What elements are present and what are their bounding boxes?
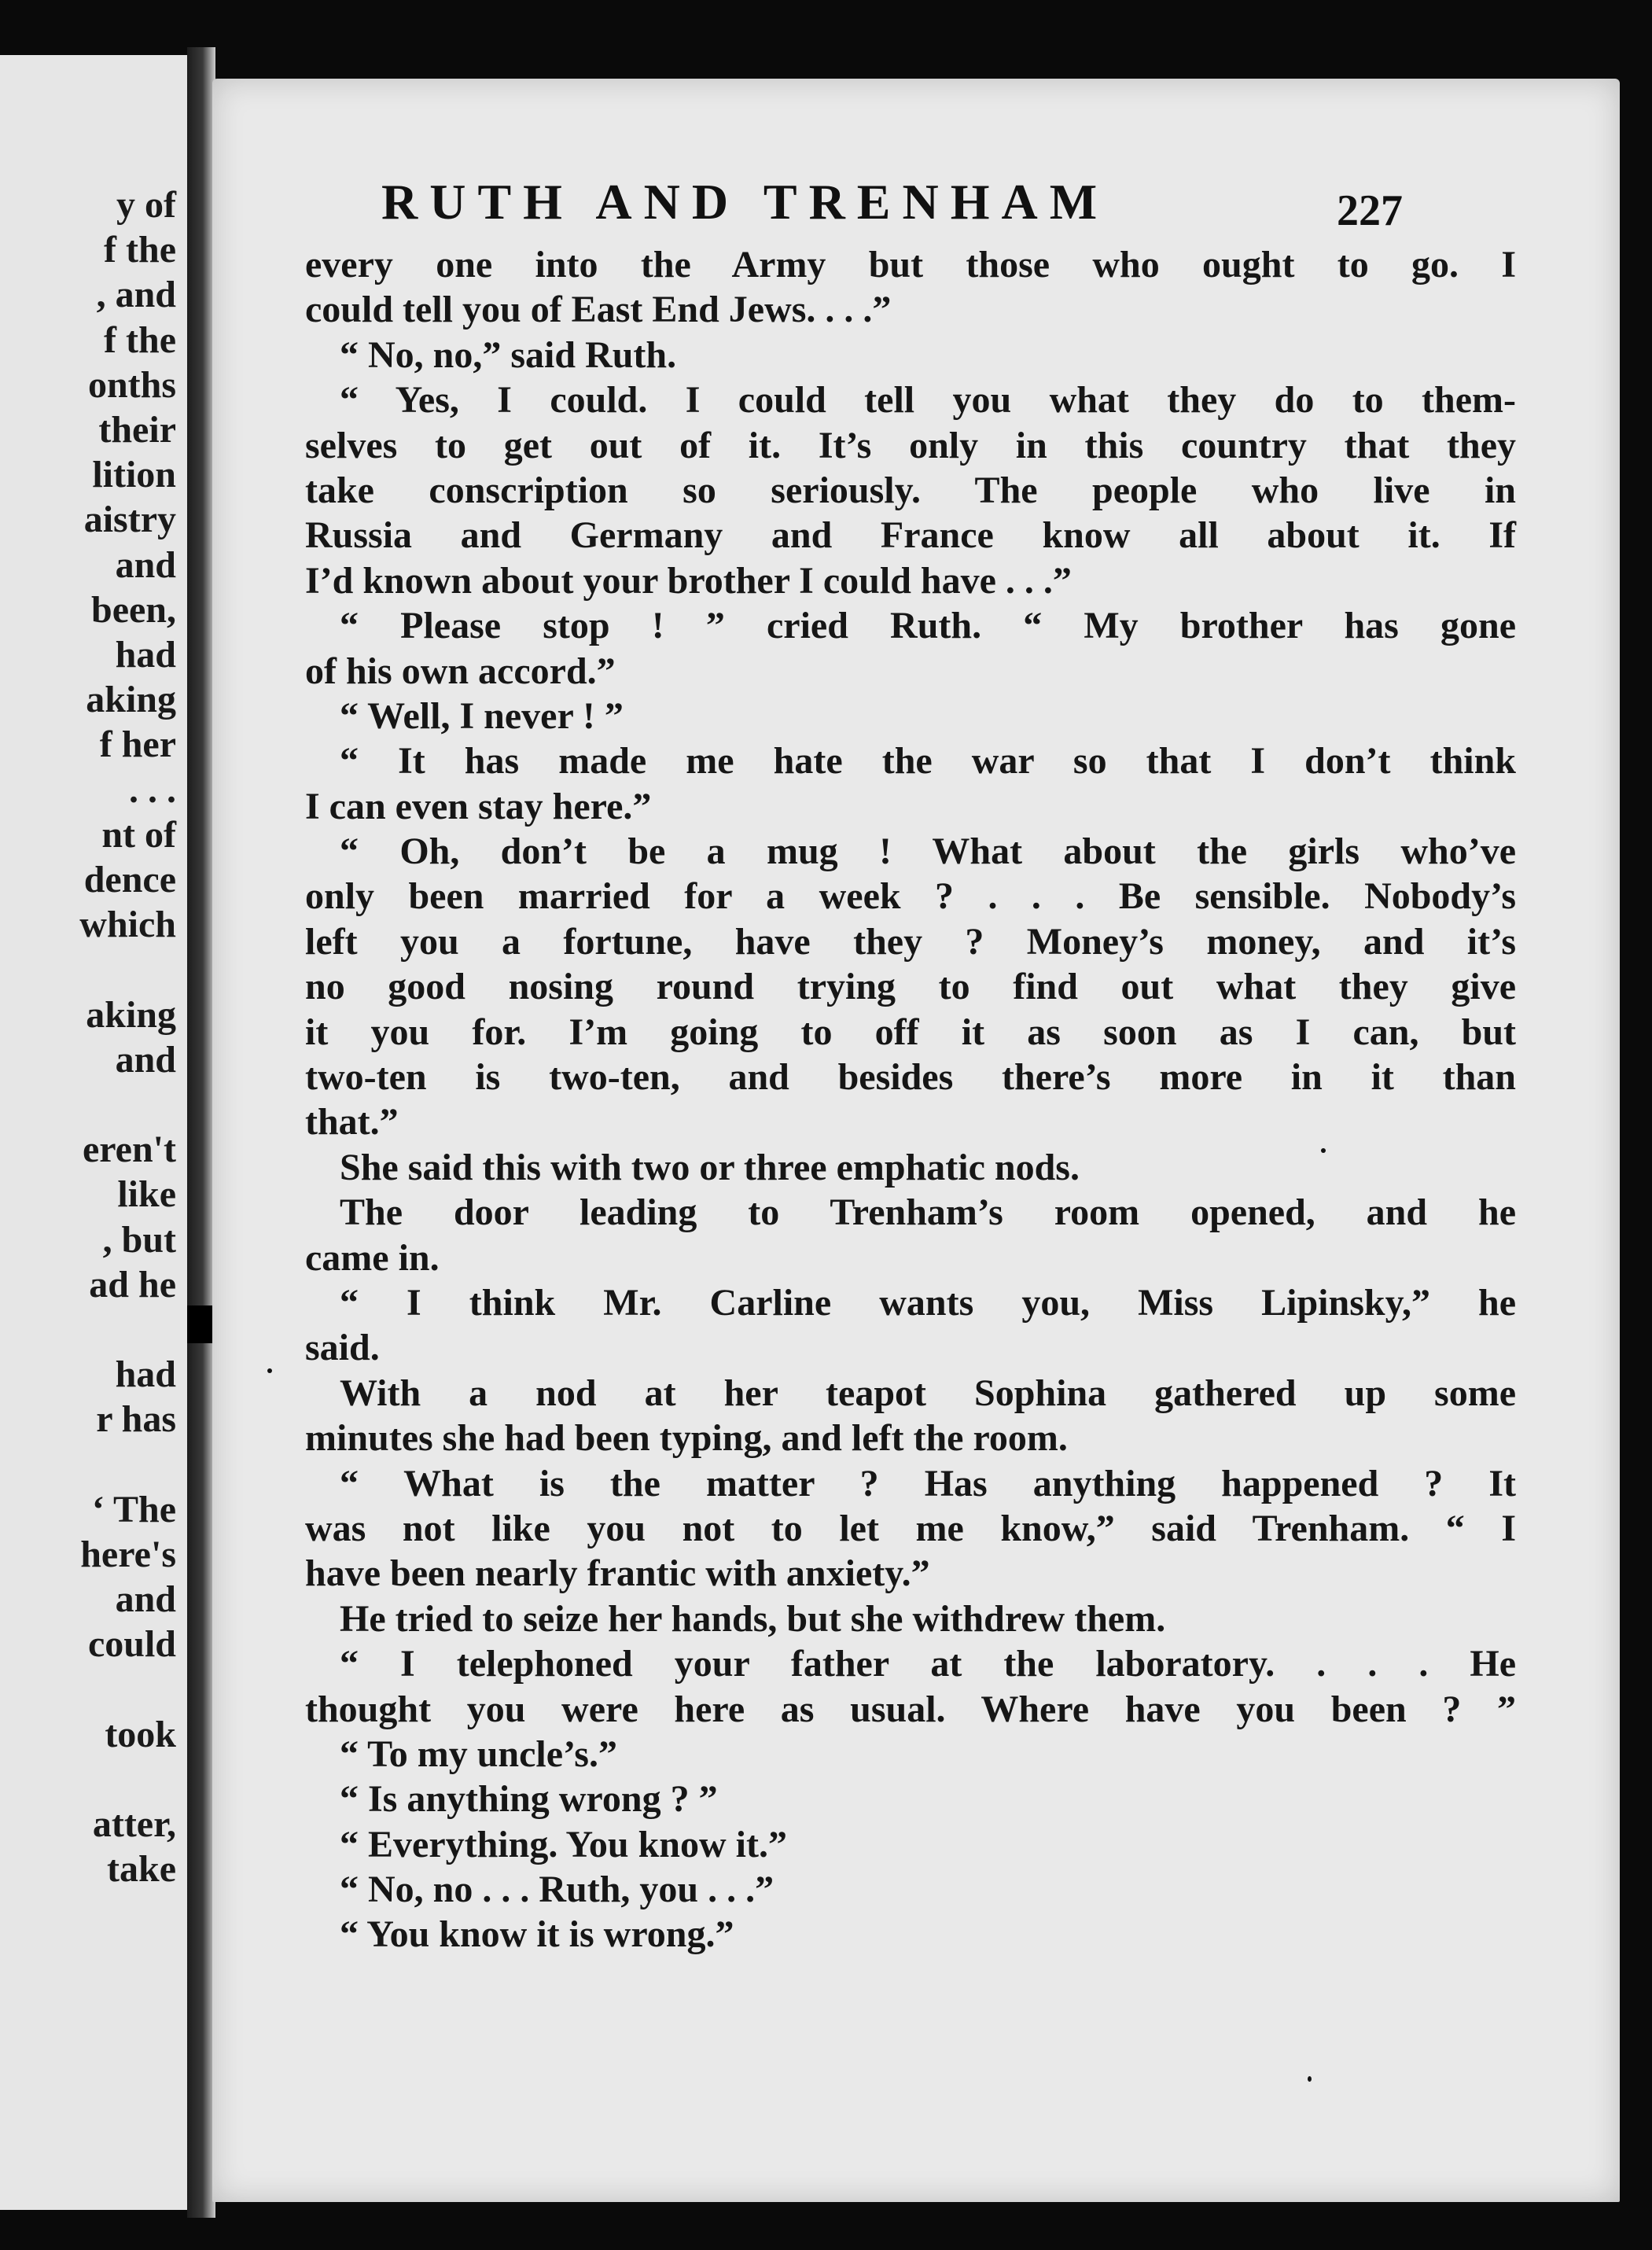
text-line: minutes she had been typing, and left the room. [305, 1417, 1068, 1460]
left-page-text-fragment: aking [86, 993, 176, 1036]
text-line: “ What is the matter ? Has anything happened ? It [340, 1462, 1516, 1504]
text-line: it you for. I’m going to off it as soon as I can, but [305, 1011, 1516, 1053]
text-line: “ No, no,” said Ruth. [340, 333, 677, 376]
ink-speck [267, 1368, 272, 1373]
left-page-text-fragment: aking [86, 679, 176, 721]
text-line: “ No, no . . . Ruth, you . . .” [340, 1869, 774, 1911]
ink-speck [1308, 2076, 1312, 2082]
text-line: came in. [305, 1236, 440, 1279]
text-line: “ It has made me hate the war so that I don’t think [340, 740, 1516, 783]
text-line: She said this with two or three emphatic nods. [340, 1146, 1080, 1188]
text-line: of his own accord.” [305, 650, 616, 692]
body-text [305, 242, 1516, 1957]
left-page-text-fragment: had [115, 1353, 176, 1396]
text-line: that.” [305, 1101, 399, 1143]
left-page-text-fragment: , and [96, 274, 176, 316]
text-line: could tell you of East End Jews. . . .” [305, 289, 892, 331]
text-line: “ Please stop ! ” cried Ruth. “ My brother has gone [340, 605, 1516, 647]
text-line: have been nearly frantic with anxiety.” [305, 1552, 930, 1595]
text-line: I can even stay here.” [305, 785, 652, 827]
text-line: With a nod at her teapot Sophina gathered up some [340, 1372, 1516, 1414]
left-page-text-fragment: r has [96, 1398, 176, 1441]
left-page-text-fragment: their [98, 409, 176, 451]
left-page-text-fragment: dence [83, 859, 176, 900]
facing-page-left [0, 55, 189, 2210]
left-page-text-fragment: , but [102, 1218, 176, 1261]
left-page-text-fragment: ‘ The [91, 1488, 176, 1530]
left-page-text-fragment: and [115, 1578, 176, 1621]
left-page-text-fragment: f the [104, 319, 176, 361]
left-page-text-fragment: take [107, 1848, 176, 1891]
text-line: no good nosing round trying to find out what they give [305, 966, 1516, 1008]
page-number: 227 [1337, 186, 1403, 235]
text-line: “ Everything. You know it.” [340, 1823, 787, 1865]
ink-speck [1321, 1148, 1326, 1153]
text-line: “ Well, I never ! ” [340, 694, 624, 737]
left-page-text-fragment: could [87, 1623, 176, 1666]
text-line: take conscription so seriously. The people who live in [305, 469, 1516, 511]
text-line: “ Yes, I could. I could tell you what they do to them- [340, 379, 1516, 422]
left-page-text-fragment: took [105, 1713, 176, 1755]
text-line: “ You know it is wrong.” [340, 1913, 734, 1956]
left-page-text-fragment: which [79, 904, 176, 946]
text-line: “ Is anything wrong ? ” [340, 1778, 718, 1821]
text-line: “ Oh, don’t be a mug ! What about the girls who’ve [340, 830, 1516, 873]
left-page-text-fragment: f the [104, 229, 176, 271]
text-line: I’d known about your brother I could have . . .” [305, 559, 1072, 602]
left-page-text-fragment: f her [99, 724, 176, 766]
left-page-text-fragment: like [117, 1173, 176, 1216]
text-line: The door leading to Trenham’s room opened, and he [340, 1191, 1516, 1234]
left-page-text-fragment: ad he [89, 1263, 176, 1305]
text-line: “ To my uncle’s.” [340, 1733, 617, 1775]
left-page-text-fragment: . . . [129, 768, 176, 811]
left-page-text-fragment: y of [116, 184, 176, 226]
text-line: was not like you not to let me know,” said Trenham. “ I [305, 1507, 1516, 1549]
left-page-text-fragment: here's [80, 1534, 176, 1575]
text-line: Russia and Germany and France know all about it. If [305, 514, 1516, 557]
text-line: thought you were here as usual. Where have you been ? ” [305, 1688, 1516, 1730]
text-line: left you a fortune, have they ? Money’s money, and it’s [305, 920, 1516, 963]
left-page-text-fragment: atter, [92, 1803, 176, 1846]
left-page-text-fragment: nt of [101, 813, 176, 856]
left-page-text-fragment: and [115, 543, 176, 586]
left-page-text-fragment: onths [87, 363, 176, 406]
text-line: every one into the Army but those who ought to go. I [305, 244, 1516, 285]
running-title: RUTH AND TRENHAM [381, 174, 1109, 230]
left-page-text-fragment: lition [92, 454, 176, 496]
left-page-text-fragment: aistry [83, 499, 176, 541]
left-page-text-fragment: eren't [82, 1129, 176, 1171]
text-line: “ I telephoned your father at the laboratory. . . . He [340, 1643, 1516, 1685]
book-page [212, 79, 1620, 2202]
text-line: He tried to seize her hands, but she withdrew them. [340, 1597, 1166, 1640]
text-line: two-ten is two-ten, and besides there’s more in it than [305, 1056, 1516, 1099]
left-page-text-fragment: been, [91, 588, 176, 631]
left-page-text-fragment: had [115, 634, 176, 676]
book-gutter [187, 47, 215, 2218]
text-line: selves to get out of it. It’s only in this country that they [305, 424, 1516, 466]
text-line: “ I think Mr. Carline wants you, Miss Lipinsky,” he [340, 1281, 1516, 1324]
text-line: said. [305, 1327, 380, 1369]
text-line: only been married for a week ? . . . Be sensible. Nobody’s [305, 875, 1516, 918]
left-page-text-fragment: and [115, 1038, 176, 1081]
